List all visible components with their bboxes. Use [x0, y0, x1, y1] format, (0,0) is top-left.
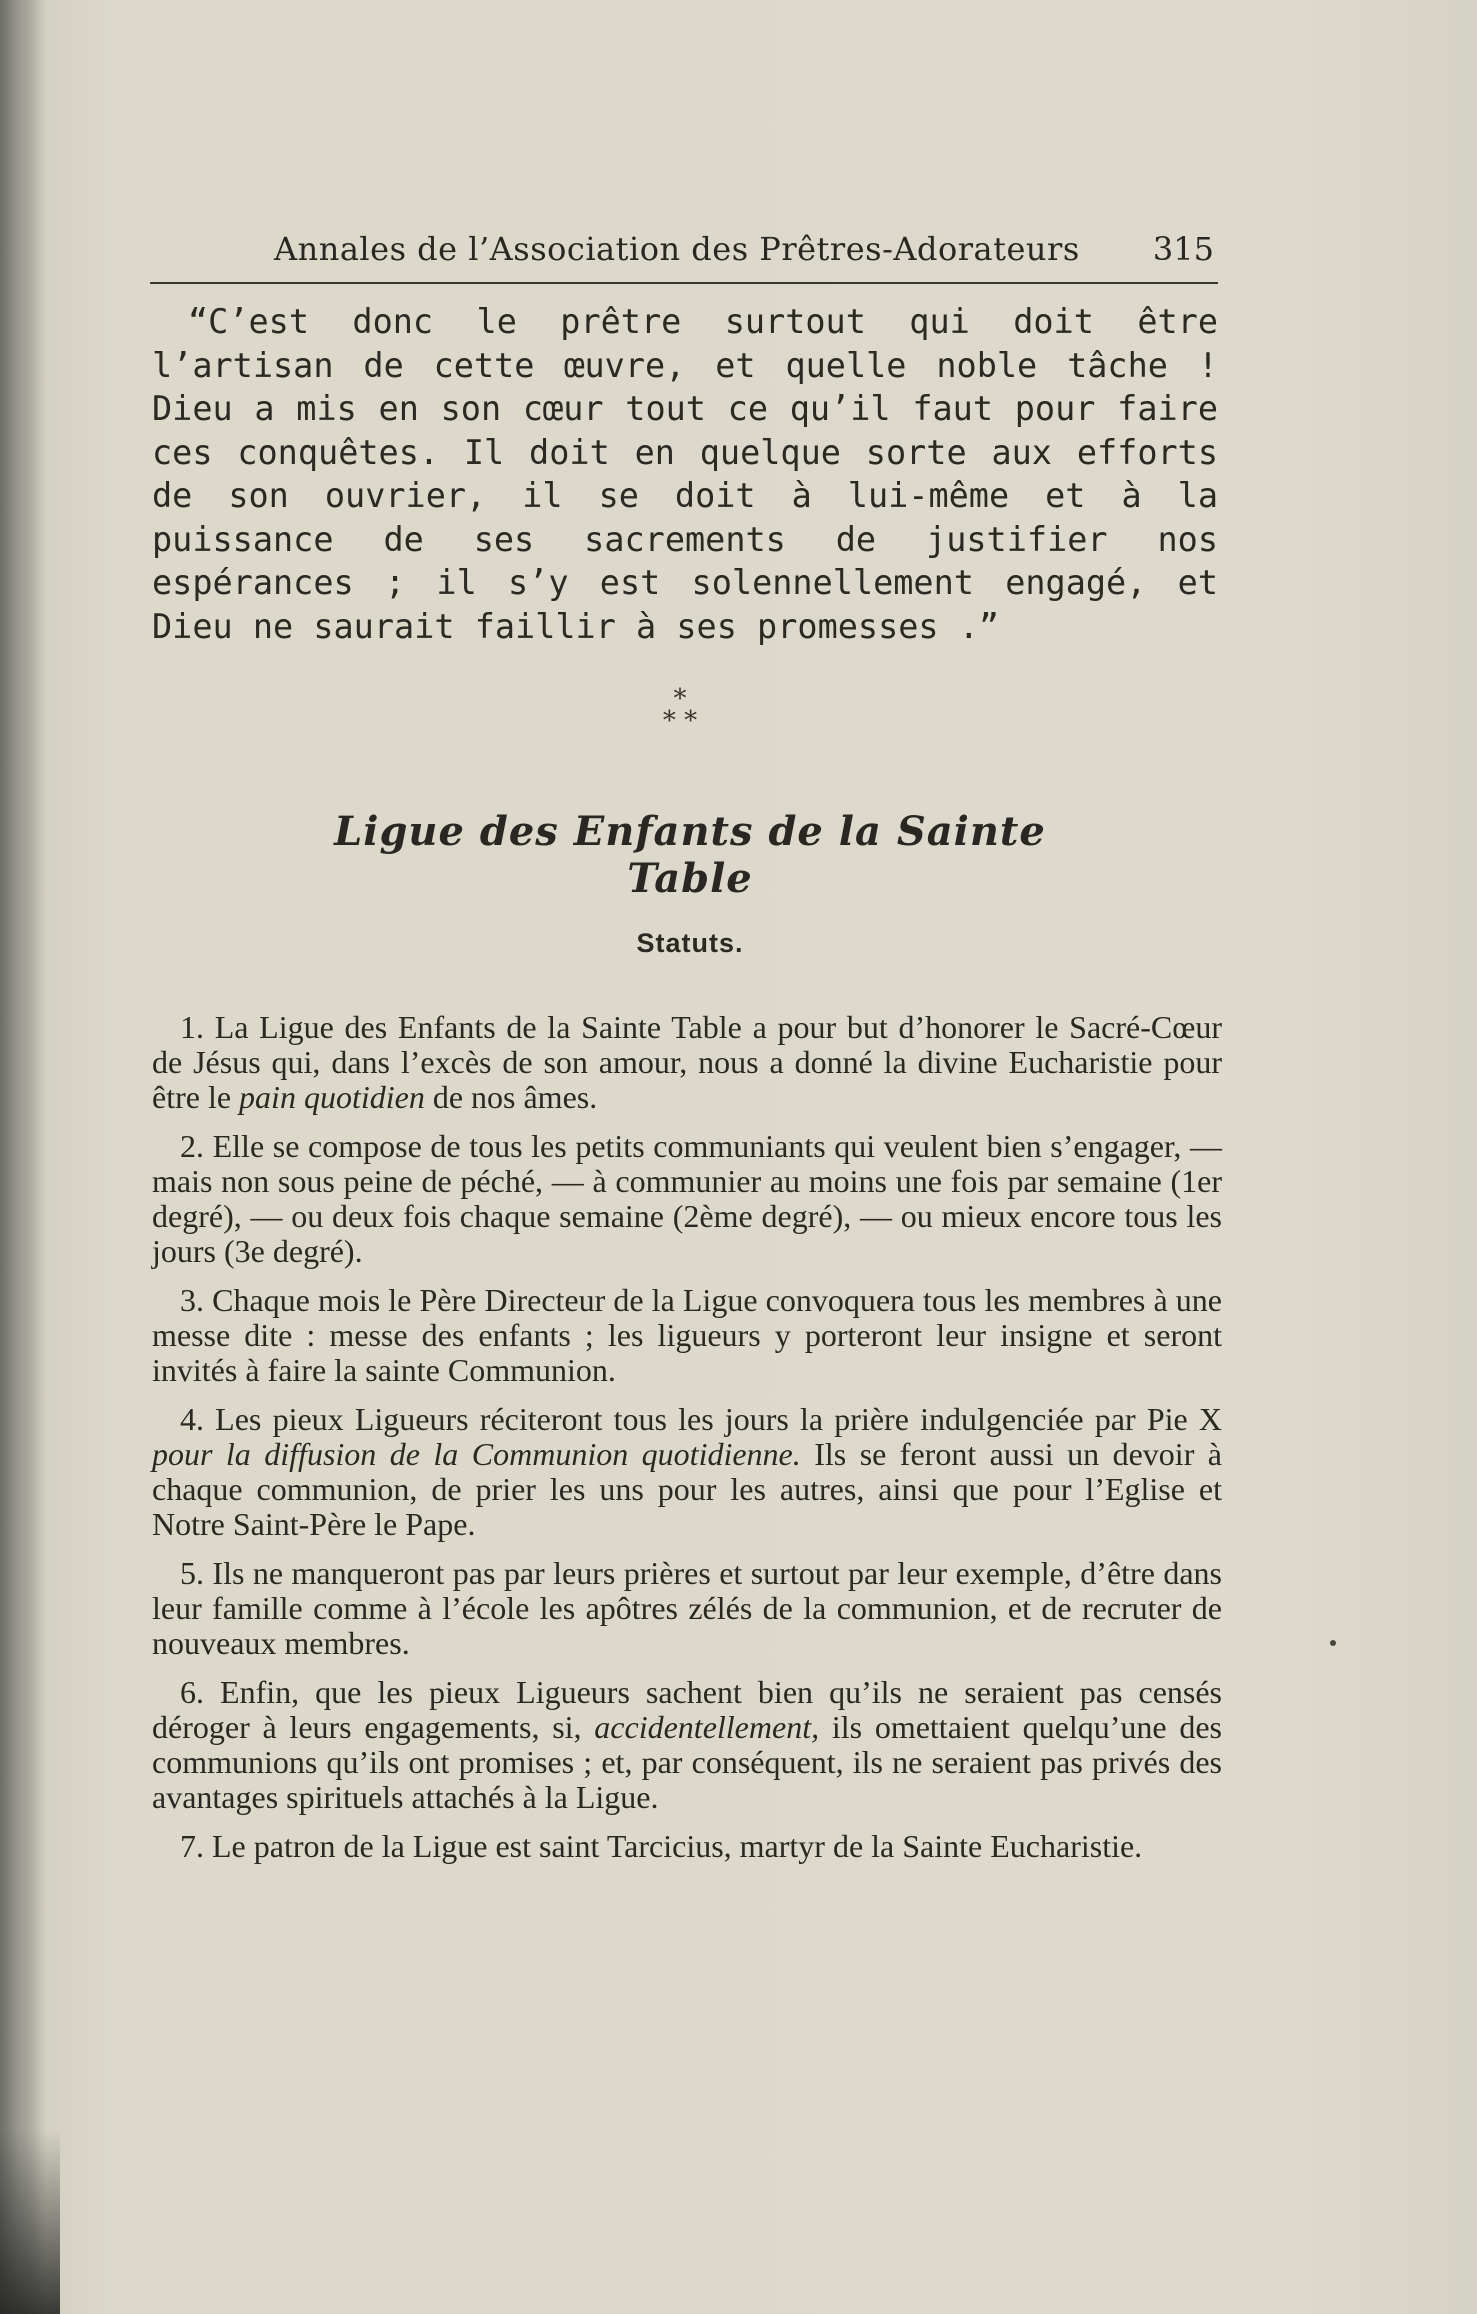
header-rule [150, 282, 1218, 284]
closing-quote [152, 300, 1218, 648]
running-header [150, 226, 1218, 276]
book-spine-shadow [0, 0, 46, 2314]
statute-article-6: 6. Enfin, que les pieux Ligueurs sachent bien qu’ils ne seraient pas censés déroger à leurs engagements, si, accidentellement, ils omettaient quelqu’une des communions qu’ils ont promises ; et, par conséquent, ils ne seraient pas privés des avantages spirituels attachés à la Ligue. [152, 1674, 1223, 1815]
paper-speck [1330, 1640, 1336, 1646]
page-number: 315 [1152, 230, 1214, 268]
running-title: Annales de l’Association des Prêtres-Adorateurs [274, 230, 1080, 268]
statute-article-3: 3. Chaque mois le Père Directeur de la Ligue convoquera tous les membres à une messe dite : messe des enfants ; les ligueurs y porteront leur insigne et seront invités à faire la sainte Communion. [152, 1282, 1222, 1388]
statute-article-4: 4. Les pieux Ligueurs réciteront tous les jours la prière indulgenciée par Pie X pour la diffusion de la Communion quotidienne. Ils se feront aussi un devoir à chaque communion, de prier les uns pour les autres, ainsi que pour l’Eglise et Notre Saint-Père le Pape. [152, 1401, 1223, 1542]
statute-article-7: 7. Le patron de la Ligue est saint Tarcicius, martyr de la Sainte Eucharistie. [180, 1828, 1143, 1864]
statute-article-5: 5. Ils ne manqueront pas par leurs prières et surtout par leur exemple, d’être dans leur famille comme à l’école les apôtres zélés de la communion, et de recruter de nouveaux membres. [152, 1555, 1222, 1661]
statute-article-1: 1. La Ligue des Enfants de la Sainte Table a pour but d’honorer le Sacré-Cœur de Jésus qui, dans l’excès de son amour, nous a donné la divine Eucharistie pour être le pain quotidien de nos âmes. [152, 1009, 1222, 1115]
quote-paragraph: “C’est donc le prêtre surtout qui doit être l’artisan de cette œuvre, et quelle noble tâche ! Dieu a mis en son cœur tout ce qu’il faut pour faire ces conquêtes. Il doit en quelque sorte aux efforts de son ouvrier, il se doit à lui-même et à la puissance de ses sacrements de justifier nos espérances ; il s’y est solennellement engagé, et Dieu ne saurait faillir à ses promesses .” [152, 302, 1218, 646]
asterism-bottom: * * [662, 706, 698, 736]
asterism-separator [640, 684, 720, 736]
section-subtitle: Statuts. [636, 928, 744, 958]
statute-article-2: 2. Elle se compose de tous les petits communiants qui veulent bien s’engager, — mais non sous peine de péché, — à communier au moins une fois par semaine (1er degré), — ou deux fois chaque semaine (2ème degré), — ou mieux encore tous les jours (3e degré). [152, 1128, 1222, 1269]
section-title: Ligue des Enfants de la Sainte Table [334, 808, 1046, 902]
statutes-list [152, 1010, 1222, 1878]
page-corner-shadow [0, 2130, 60, 2314]
asterism-top: * [673, 684, 687, 714]
